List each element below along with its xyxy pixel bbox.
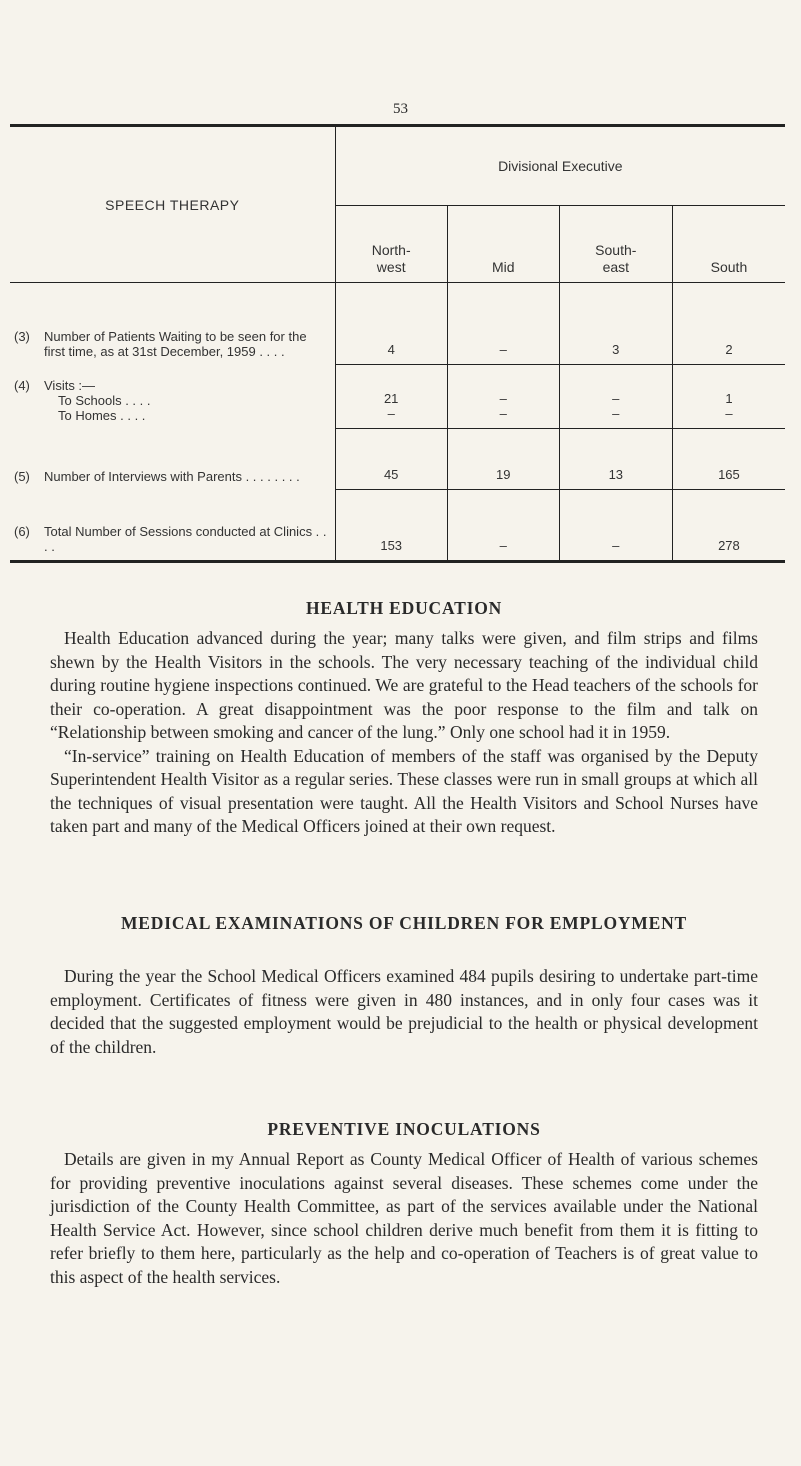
cell-value: 1 (725, 391, 733, 406)
section-body-preventive-inoculations (50, 1148, 758, 1289)
cell-value: 21 (383, 391, 399, 406)
table-cell: 278 (672, 490, 785, 562)
cell-value: – (725, 406, 733, 421)
table-cell (335, 365, 447, 429)
column-header-mid: Mid (447, 206, 559, 283)
table-title: SPEECH THERAPY (10, 126, 335, 283)
column-header-north-west: North- west (335, 206, 447, 283)
page-number: 53 (393, 101, 408, 117)
table-cell: – (447, 490, 559, 562)
column-header-south-east: South- east (559, 206, 672, 283)
sub-row-text: To Schools . . . . (58, 392, 151, 408)
group-header: Divisional Executive (335, 126, 785, 206)
column-header-south: South (672, 206, 785, 283)
cell-value: – (387, 406, 395, 421)
row-text: Total Number of Sessions conducted at Clinics . . . . (44, 524, 327, 554)
paragraph: Details are given in my Annual Report as County Medical Officer of Health of various schemes for providing preventive inoculations against several diseases. These schemes come under the jurisdiction of the County Health Committee, as part of the services available under the National Health Service Act. However, since school children derive much benefit from them it is fitting to refer briefly to them here, particularly as the help and co-operation of Teachers is of great value to this aspect of the health services. (50, 1149, 758, 1287)
cell-value: – (612, 406, 620, 421)
row-label (10, 365, 335, 429)
section-heading-medical-examinations: MEDICAL EXAMINATIONS OF CHILDREN FOR EMPLOYMENT (120, 913, 688, 933)
table-cell: – (447, 283, 559, 365)
row-text: Number of Interviews with Parents . . . . . . . . (44, 468, 300, 484)
row-label (10, 429, 335, 490)
speech-therapy-table-wrapper (10, 124, 785, 563)
table-cell: 153 (335, 490, 447, 562)
table-cell: 45 (335, 429, 447, 490)
table-cell: 19 (447, 429, 559, 490)
table-cell: – (559, 490, 672, 562)
paragraph: “In-service” training on Health Education of members of the staff was organised by the Deputy Superintendent Health Visitor as a regular series. These classes were run in small groups at which all the techniques of visual presentation were taught. All the Health Visitors and School Nurses have taken part and many of the Medical Officers joined at their own request. (50, 745, 758, 836)
table-row (10, 283, 785, 365)
row-label (10, 283, 335, 365)
row-label (10, 490, 335, 562)
row-number: (4) (14, 377, 30, 393)
sub-row-text: To Homes . . . . (58, 407, 146, 423)
section-body-health-education (50, 627, 758, 839)
row-number: (6) (14, 524, 30, 539)
section-heading-health-education: HEALTH EDUCATION (305, 598, 503, 618)
table-cell (559, 365, 672, 429)
table-row (10, 429, 785, 490)
row-text: Visits :— (44, 377, 96, 393)
paragraph: During the year the School Medical Officers examined 484 pupils desiring to undertake part-time employment. Certificates of fitness were given in 480 instances, and in only four cases was it decided that the suggested employment would be prejudicial to the health or physical development of the children. (50, 966, 758, 1057)
row-text-group (44, 378, 329, 423)
row-number: (5) (14, 468, 30, 484)
table-cell (672, 365, 785, 429)
table-row (10, 490, 785, 562)
table-cell (447, 365, 559, 429)
table-cell: 13 (559, 429, 672, 490)
paragraph: Health Education advanced during the year; many talks were given, and film strips and films shewn by the Health Visitors in the schools. The very necessary teaching of the individual child during routine hygiene inspections continued. We are grateful to the Head teachers of the schools for their co-operation. A great disappointment was the poor response to the film and talk on “Relationship between smoking and cancer of the lung.” Only one school had it in 1959. (50, 628, 758, 742)
cell-value: – (499, 391, 507, 406)
cell-value: – (499, 406, 507, 421)
section-body-medical-examinations (50, 965, 758, 1059)
row-text: Number of Patients Waiting to be seen for the first time, as at 31st December, 1959 . . . . (44, 328, 307, 359)
row-number: (3) (14, 328, 30, 344)
speech-therapy-table (10, 124, 785, 563)
section-heading-preventive-inoculations: PREVENTIVE INOCULATIONS (267, 1119, 541, 1139)
table-row (10, 365, 785, 429)
table-cell: 2 (672, 283, 785, 365)
cell-value: – (612, 391, 620, 406)
table-cell: 3 (559, 283, 672, 365)
table-cell: 4 (335, 283, 447, 365)
table-cell: 165 (672, 429, 785, 490)
